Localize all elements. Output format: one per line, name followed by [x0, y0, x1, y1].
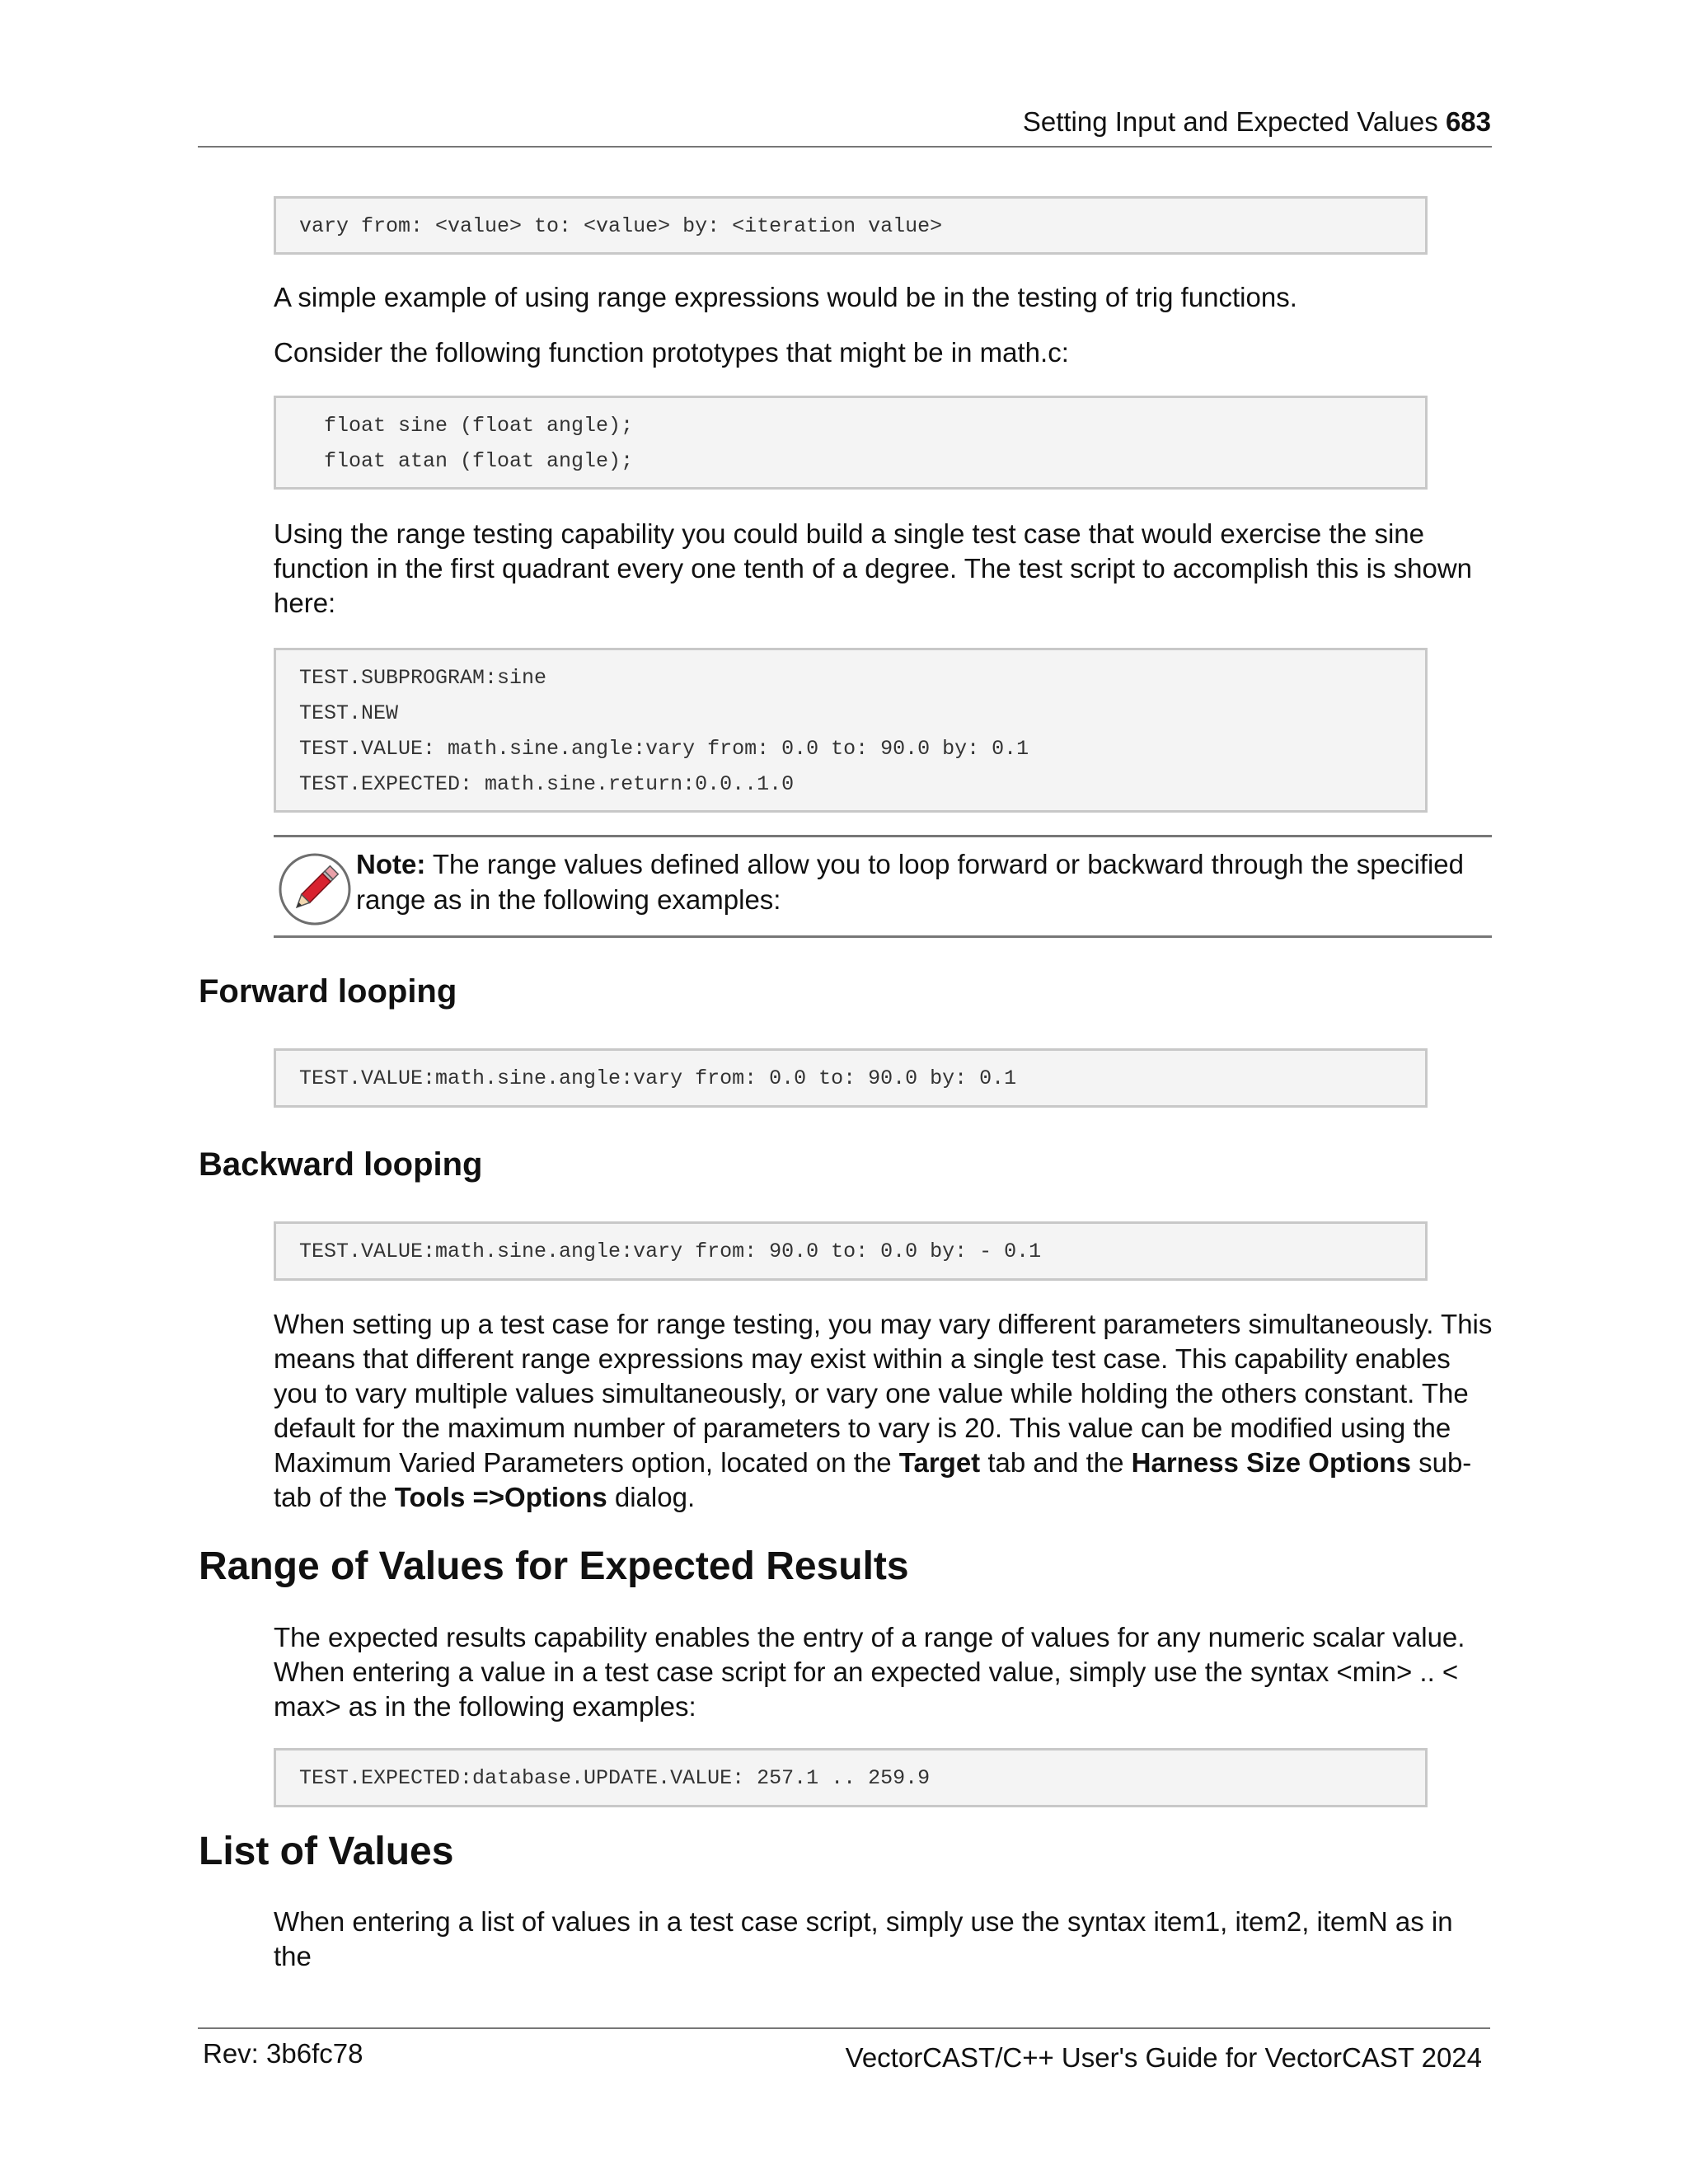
code-line: TEST.VALUE:math.sine.angle:vary from: 90.0 to: 0.0 by: - 0.1 [299, 1240, 1042, 1263]
note-top-divider [274, 835, 1492, 837]
code-line: float atan (float angle); [299, 449, 634, 473]
page-number: 683 [1445, 106, 1491, 137]
note-label: Note: [356, 849, 426, 879]
paragraph-text: When setting up a test case for range testing, you may vary different parameters simultaneously. This means that different range expressions may exist within a single test case. This capability enables you to vary multiple values simultaneously, or vary one value while holding the others constant. The default for the maximum number of parameters to vary is 20. This value can be modified using the Maximum Varied Parameters option, located on the [274, 1309, 1493, 1478]
paragraph-simultaneous [274, 1307, 1493, 1515]
paragraph-expected-results: The expected results capability enables the entry of a range of values for any numeric scalar value. When entering a value in a test case script for an expected value, simply use the syntax <min> .. < max> as in the following examples: [274, 1622, 1465, 1722]
header-divider [198, 146, 1492, 148]
code-block-prototypes [274, 396, 1428, 490]
target-tab-label: Target [898, 1447, 981, 1478]
code-line: TEST.EXPECTED:database.UPDATE.VALUE: 257.1 .. 259.9 [299, 1766, 931, 1790]
header-title: Setting Input and Expected Values [1022, 106, 1438, 137]
code-line: TEST.EXPECTED: math.sine.return:0.0..1.0 [299, 772, 795, 796]
footer-revision: Rev: 3b6fc78 [203, 2038, 363, 2069]
paragraph-text: dialog. [607, 1482, 696, 1512]
code-line: float sine (float angle); [299, 414, 634, 438]
code-line: TEST.VALUE:math.sine.angle:vary from: 0.0 to: 90.0 by: 0.1 [299, 1066, 1017, 1090]
code-block-test-script [274, 648, 1428, 813]
heading-forward-looping: Forward looping [199, 973, 457, 1010]
footer-divider [198, 2027, 1490, 2029]
code-line: TEST.SUBPROGRAM:sine [299, 666, 547, 690]
paragraph-list-of-values: When entering a list of values in a test case script, simply use the syntax item1, item2, itemN as in the [274, 1906, 1453, 1971]
code-block-forward [274, 1048, 1428, 1108]
heading-list-of-values: List of Values [199, 1830, 454, 1873]
footer-guide-title: VectorCAST/C++ User's Guide for VectorCAST 2024 [845, 2042, 1482, 2073]
paragraph-text: sub-tab of the [274, 1447, 1472, 1512]
paragraph-simple-example: A simple example of using range expressions would be in the testing of trig functions. [274, 282, 1297, 312]
heading-range-expected-results: Range of Values for Expected Results [199, 1544, 909, 1588]
note-bottom-divider [274, 935, 1492, 938]
heading-backward-looping: Backward looping [199, 1146, 483, 1183]
paragraph-text: tab and the [980, 1447, 1132, 1478]
code-block-backward [274, 1221, 1428, 1281]
pencil-icon [278, 852, 352, 926]
code-block-vary-syntax [274, 196, 1428, 255]
note-body: The range values defined allow you to loop forward or backward through the specified range as in the following examples: [356, 849, 1464, 915]
paragraph-using-range: Using the range testing capability you could build a single test case that would exercise the sine function in the first quadrant every one tenth of a degree. The test script to accomplish this is shown here: [274, 518, 1473, 618]
note-text [356, 846, 1477, 917]
tools-options-label: Tools =>Options [394, 1482, 607, 1512]
code-block-expected [274, 1748, 1428, 1807]
code-line: vary from: <value> to: <value> by: <iteration value> [299, 214, 943, 238]
paragraph-consider: Consider the following function prototypes that might be in math.c: [274, 337, 1069, 368]
code-line: TEST.VALUE: math.sine.angle:vary from: 0.0 to: 90.0 by: 0.1 [299, 737, 1029, 761]
harness-size-options-label: Harness Size Options [1131, 1447, 1411, 1478]
code-line: TEST.NEW [299, 701, 399, 725]
page-header [1023, 104, 1491, 140]
